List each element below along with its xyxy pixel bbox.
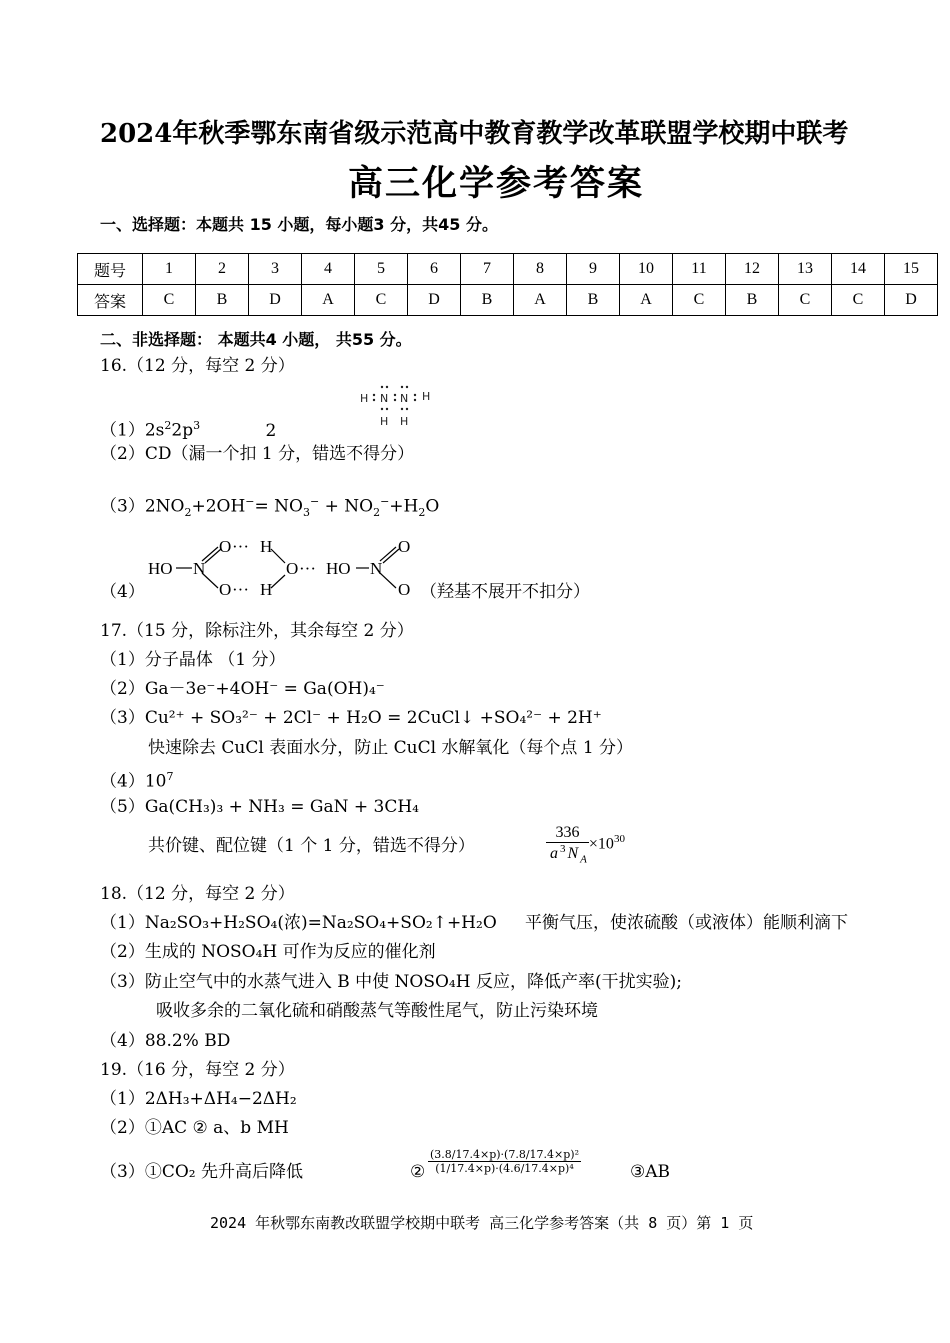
answer-table bbox=[77, 253, 938, 316]
table-cell: 4 bbox=[302, 254, 355, 285]
q16-title: 16.（12 分，每空 2 分） bbox=[100, 356, 295, 376]
table-header-number: 题号 bbox=[78, 254, 143, 285]
superscript: 3 bbox=[193, 419, 201, 432]
table-row-answers bbox=[78, 285, 938, 316]
equation-part: = NO bbox=[254, 496, 303, 517]
table-cell: 13 bbox=[779, 254, 832, 285]
exam-title: 2024年秋季鄂东南省级示范高中教育教学改革联盟学校期中联考 bbox=[100, 119, 849, 149]
struct-o: O bbox=[286, 559, 299, 578]
q19-part3-mark: ② bbox=[410, 1162, 426, 1182]
equation-part: +H bbox=[389, 496, 419, 517]
q16-part4-label: （4） bbox=[100, 582, 145, 602]
table-cell: B bbox=[567, 285, 620, 316]
table-cell: C bbox=[673, 285, 726, 316]
hydrazine-lewis-structure bbox=[358, 383, 438, 431]
q17-part2: （2）Ga－3e⁻+4OH⁻ = Ga(OH)₄⁻ bbox=[100, 679, 385, 699]
table-cell: 6 bbox=[408, 254, 461, 285]
struct-dots: ··· bbox=[232, 580, 249, 599]
q17-part4 bbox=[100, 767, 173, 792]
struct-o: O bbox=[219, 580, 232, 599]
lewis-h: H bbox=[380, 415, 389, 428]
table-header-answer: 答案 bbox=[78, 285, 143, 316]
table-cell: 14 bbox=[832, 254, 885, 285]
struct-ho: HO bbox=[326, 559, 351, 578]
fraction bbox=[428, 1148, 581, 1175]
table-cell: 8 bbox=[514, 254, 567, 285]
equilibrium-constant-formula bbox=[428, 1148, 581, 1175]
subscript: 2 bbox=[373, 506, 381, 520]
superscript: 7 bbox=[166, 770, 174, 783]
table-cell: D bbox=[408, 285, 461, 316]
q16-part3 bbox=[100, 492, 439, 523]
q19-part3: （3）①CO₂ 先升高后降低 bbox=[100, 1162, 303, 1182]
q18-part3-note: 吸收多余的二氧化硫和硝酸蒸气等酸性尾气，防止污染环境 bbox=[156, 1001, 598, 1021]
struct-n: N bbox=[370, 559, 383, 578]
table-cell: B bbox=[461, 285, 514, 316]
q19-part2: （2）①AC ② a、b MH bbox=[100, 1118, 289, 1138]
q19-part1: （1）2ΔH₃+ΔH₄−2ΔH₂ bbox=[100, 1089, 297, 1109]
lewis-n: N bbox=[400, 392, 409, 405]
fraction-denominator: (1/17.4×p)·(4.6/17.4×p)⁴ bbox=[435, 1162, 574, 1175]
struct-dots: ··· bbox=[232, 537, 249, 556]
superscript: 30 bbox=[613, 833, 625, 846]
electron-config: 2s bbox=[144, 420, 165, 441]
equation-part: + NO bbox=[324, 496, 374, 517]
subscript: 2 bbox=[418, 506, 426, 520]
section-2-heading: 二、非选择题： 本题共4 小题， 共55 分。 bbox=[100, 330, 412, 349]
table-cell: 3 bbox=[249, 254, 302, 285]
table-cell: C bbox=[355, 285, 408, 316]
q17-part5-note: 共价键、配位键（1 个 1 分，错选不得分） bbox=[148, 836, 475, 856]
subscript: A bbox=[580, 853, 587, 866]
struct-o: O bbox=[398, 580, 411, 599]
subscript: 2 bbox=[184, 506, 192, 520]
q17-title: 17.（15 分，除标注外，其余每空 2 分） bbox=[100, 621, 414, 641]
q16-part3-label: （3） bbox=[100, 496, 145, 517]
fraction bbox=[546, 824, 589, 866]
table-cell: B bbox=[196, 285, 249, 316]
table-cell: C bbox=[832, 285, 885, 316]
lewis-h: H bbox=[360, 392, 369, 405]
times-ten: ×10 bbox=[588, 835, 614, 853]
lewis-h: H bbox=[422, 390, 431, 403]
q17-part3: （3）Cu²⁺ + SO₃²⁻ + 2Cl⁻ + H₂O = 2CuCl↓ +SO₄²⁻ + 2H⁺ bbox=[100, 708, 602, 728]
q18-part1: （1）Na₂SO₃+H₂SO₄(浓)=Na₂SO₄+SO₂↑+H₂O bbox=[100, 913, 497, 933]
equation-part: +2OH bbox=[191, 496, 246, 517]
q19-part3-c: ③AB bbox=[630, 1162, 671, 1182]
table-cell: 11 bbox=[673, 254, 726, 285]
table-cell: 5 bbox=[355, 254, 408, 285]
den-a: a bbox=[550, 845, 558, 863]
equation-part: O bbox=[425, 496, 440, 517]
superscript: 2 bbox=[164, 419, 172, 432]
section-1-heading: 一、选择题：本题共 15 小题，每小题3 分，共45 分。 bbox=[100, 215, 498, 234]
density-formula bbox=[546, 824, 625, 866]
equation-part: 2NO bbox=[144, 496, 185, 517]
struct-n: N bbox=[193, 559, 206, 578]
table-cell: 2 bbox=[196, 254, 249, 285]
q17-part5: （5）Ga(CH₃)₃ + NH₃ = GaN + 3CH₄ bbox=[100, 797, 419, 817]
lewis-h: H bbox=[400, 415, 409, 428]
nitric-acid-dimer-structure bbox=[146, 533, 426, 601]
struct-ho: HO bbox=[148, 559, 173, 578]
struct-dots: ··· bbox=[299, 559, 316, 578]
table-row-numbers bbox=[78, 254, 938, 285]
q17-part1: （1）分子晶体 （1 分） bbox=[100, 650, 286, 670]
den-n: N bbox=[567, 845, 579, 863]
page-title: 高三化学参考答案 bbox=[348, 164, 645, 204]
q19-title: 19.（16 分，每空 2 分） bbox=[100, 1060, 295, 1080]
q16-part1-value: 2 bbox=[265, 420, 277, 441]
table-cell: A bbox=[514, 285, 567, 316]
q18-part1-note: 平衡气压，使浓硫酸（或液体）能顺利滴下 bbox=[525, 913, 848, 933]
fraction-numerator: (3.8/17.4×p)·(7.8/17.4×p)² bbox=[430, 1148, 579, 1161]
table-cell: C bbox=[143, 285, 196, 316]
q16-part1 bbox=[100, 416, 276, 441]
q18-part2: （2）生成的 NOSO₄H 可作为反应的催化剂 bbox=[100, 942, 436, 962]
q18-part4: （4）88.2% BD bbox=[100, 1031, 231, 1051]
table-cell: B bbox=[726, 285, 779, 316]
table-cell: D bbox=[249, 285, 302, 316]
page-footer: 2024 年秋鄂东南教改联盟学校期中联考 高三化学参考答案（共 8 页）第 1 页 bbox=[210, 1214, 754, 1232]
fraction-numerator: 336 bbox=[546, 824, 589, 843]
q17-part4-label: （4） bbox=[100, 771, 145, 792]
fraction-denominator bbox=[546, 843, 589, 866]
struct-o: O bbox=[219, 537, 232, 556]
struct-o: O bbox=[398, 537, 411, 556]
table-cell: A bbox=[620, 285, 673, 316]
table-cell: D bbox=[885, 285, 938, 316]
superscript: − bbox=[245, 495, 255, 508]
table-cell: 10 bbox=[620, 254, 673, 285]
power-base: 10 bbox=[144, 771, 167, 792]
electron-config: 2p bbox=[171, 420, 194, 441]
table-cell: A bbox=[302, 285, 355, 316]
table-cell: 9 bbox=[567, 254, 620, 285]
lewis-n: N bbox=[380, 392, 389, 405]
table-cell: 1 bbox=[143, 254, 196, 285]
subscript: 3 bbox=[302, 506, 310, 520]
struct-h: H bbox=[260, 580, 273, 599]
table-cell: 15 bbox=[885, 254, 938, 285]
superscript: 3 bbox=[560, 843, 566, 855]
table-cell: 12 bbox=[726, 254, 779, 285]
q17-part3-note: 快速除去 CuCl 表面水分，防止 CuCl 水解氧化（每个点 1 分） bbox=[148, 738, 634, 758]
q16-part4-note: （羟基不展开不扣分） bbox=[420, 582, 590, 602]
q18-title: 18.（12 分，每空 2 分） bbox=[100, 884, 295, 904]
superscript: − bbox=[380, 495, 390, 508]
superscript: − bbox=[309, 495, 320, 508]
table-cell: 7 bbox=[461, 254, 514, 285]
struct-h: H bbox=[260, 537, 273, 556]
q18-part3: （3）防止空气中的水蒸气进入 B 中使 NOSO₄H 反应，降低产率(干扰实验); bbox=[100, 972, 682, 992]
q16-part2: （2）CD（漏一个扣 1 分，错选不得分） bbox=[100, 444, 415, 464]
q16-part1-label: （1） bbox=[100, 420, 145, 441]
table-cell: C bbox=[779, 285, 832, 316]
